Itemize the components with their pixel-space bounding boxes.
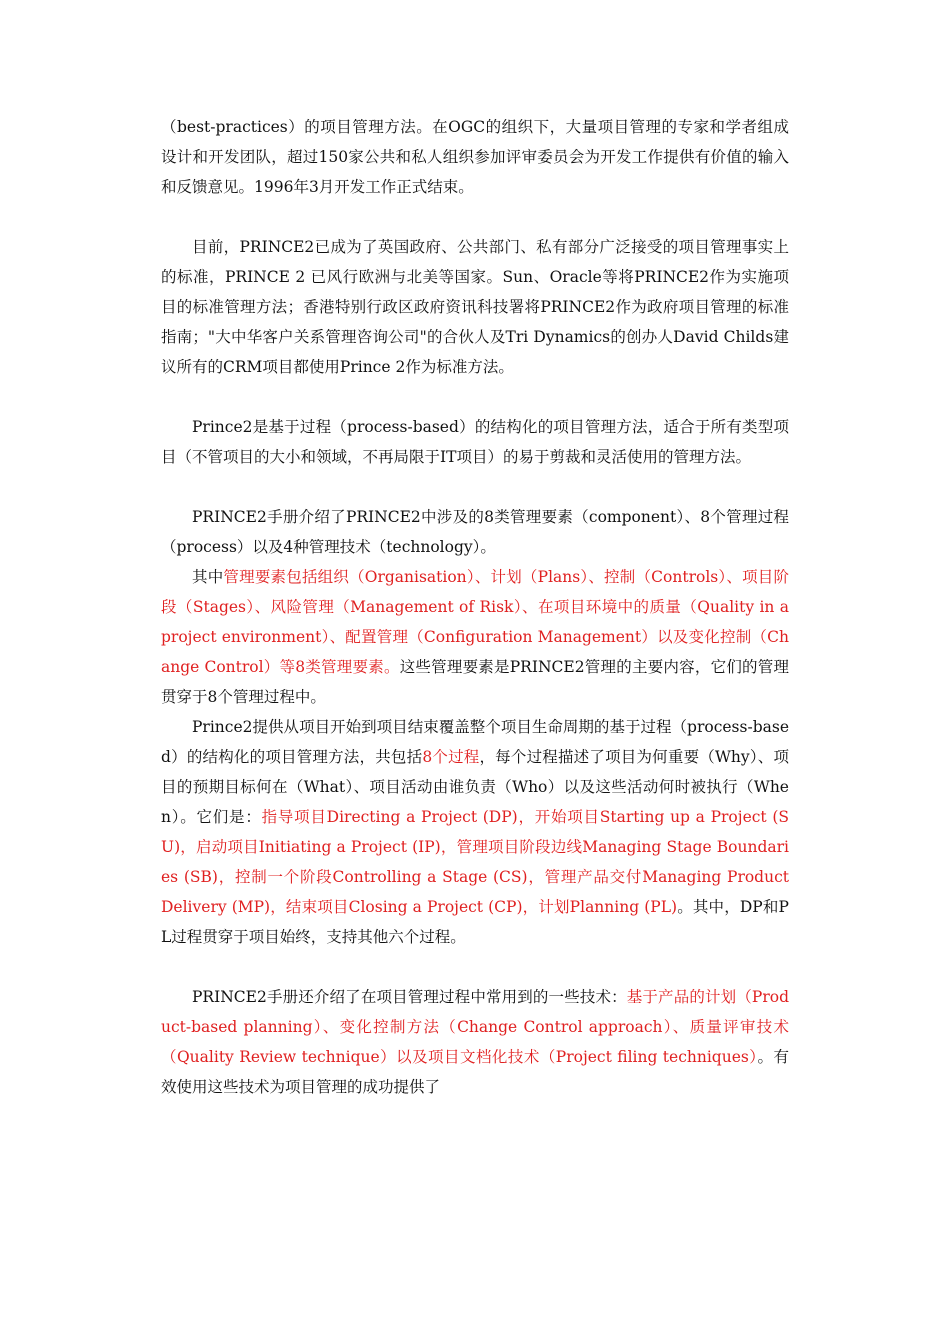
text-run: 这些管理要素是PRINCE2管理的主要内容，它们的管理贯穿于8个管理过程中。 [161, 658, 789, 706]
text-run: Prince2是基于过程（process-based）的结构化的项目管理方法，适合于所有类型项目（不管项目的大小和领域，不再局限于IT项目）的易于剪裁和灵活使用的管理方法。 [161, 418, 789, 466]
text-run: 。有效使用这些技术为项目管理的成功提供了 [161, 1048, 789, 1096]
highlighted-text-run: 基于产品的计划（Product-based planning）、变化控制方法（Change Control approach）、质量评审技术（Quality Review technique）以及项目文档化技术（Project filing techniques） [161, 988, 790, 1066]
text-run: ，每个过程描述了项目为何重要（Why）、项目的预期目标何在（What）、项目活动由谁负责（Who）以及这些活动何时被执行（When）。它们是： [161, 748, 789, 826]
text-run: 。其中，DP和PL过程贯穿于项目始终，支持其他六个过程。 [161, 898, 789, 946]
highlighted-text-run: 指导项目Directing a Project (DP)，开始项目Starting up a Project (SU)，启动项目Initiating a Project (IP)，管理项目阶段边线Managing Stage Boundaries (SB)，控制一个阶段Controlling a Stage (CS)，管理产品交付Managing Product Delivery (MP)，结束项目Closing a Project (CP)，计划Planning (PL) [161, 808, 790, 916]
highlighted-text-run: 8个过程 [422, 748, 480, 766]
paragraph-techniques [161, 982, 789, 1102]
paragraph-ogc-development [161, 112, 789, 202]
paragraph-manual-overview [161, 502, 789, 562]
text-run: PRINCE2手册介绍了PRINCE2中涉及的8类管理要素（component）、8个管理过程（process）以及4种管理技术（technology）。 [161, 508, 789, 556]
text-run: 目前，PRINCE2已成为了英国政府、公共部门、私有部分广泛接受的项目管理事实上的标准，PRINCE 2 已风行欧洲与北美等国家。Sun、Oracle等将PRINCE2作为实施项目的标准管理方法；香港特别行政区政府资讯科技署将PRINCE2作为政府项目管理的标准指南；"大中华客户关系管理咨询公司"的合伙人及Tri Dynamics的创办人David Childs建议所有的CRM项目都使用Prince 2作为标准方法。 [161, 238, 789, 376]
paragraph-components [161, 562, 789, 712]
text-run: PRINCE2手册还介绍了在项目管理过程中常用到的一些技术： [192, 988, 627, 1006]
paragraph-processes [161, 712, 789, 952]
text-run: 其中 [192, 568, 224, 586]
highlighted-text-run: 管理要素包括组织（Organisation）、计划（Plans）、控制（Controls）、项目阶段（Stages）、风险管理（Management of Risk）、在项目环境中的质量（Quality in a project environment）、配置管理（Configuration Management）以及变化控制（Change Control）等8类管理要素。 [161, 568, 789, 676]
text-run: （best-practices）的项目管理方法。在OGC的组织下，大量项目管理的专家和学者组成设计和开发团队，超过150家公共和私人组织参加评审委员会为开发工作提供有价值的输入和反馈意见。1996年3月开发工作正式结束。 [161, 118, 789, 196]
document-page [161, 112, 789, 1102]
text-run: Prince2提供从项目开始到项目结束覆盖整个项目生命周期的基于过程（process-based）的结构化的项目管理方法，共包括 [161, 718, 789, 766]
paragraph-process-based [161, 412, 789, 472]
paragraph-prince2-adoption [161, 232, 789, 382]
